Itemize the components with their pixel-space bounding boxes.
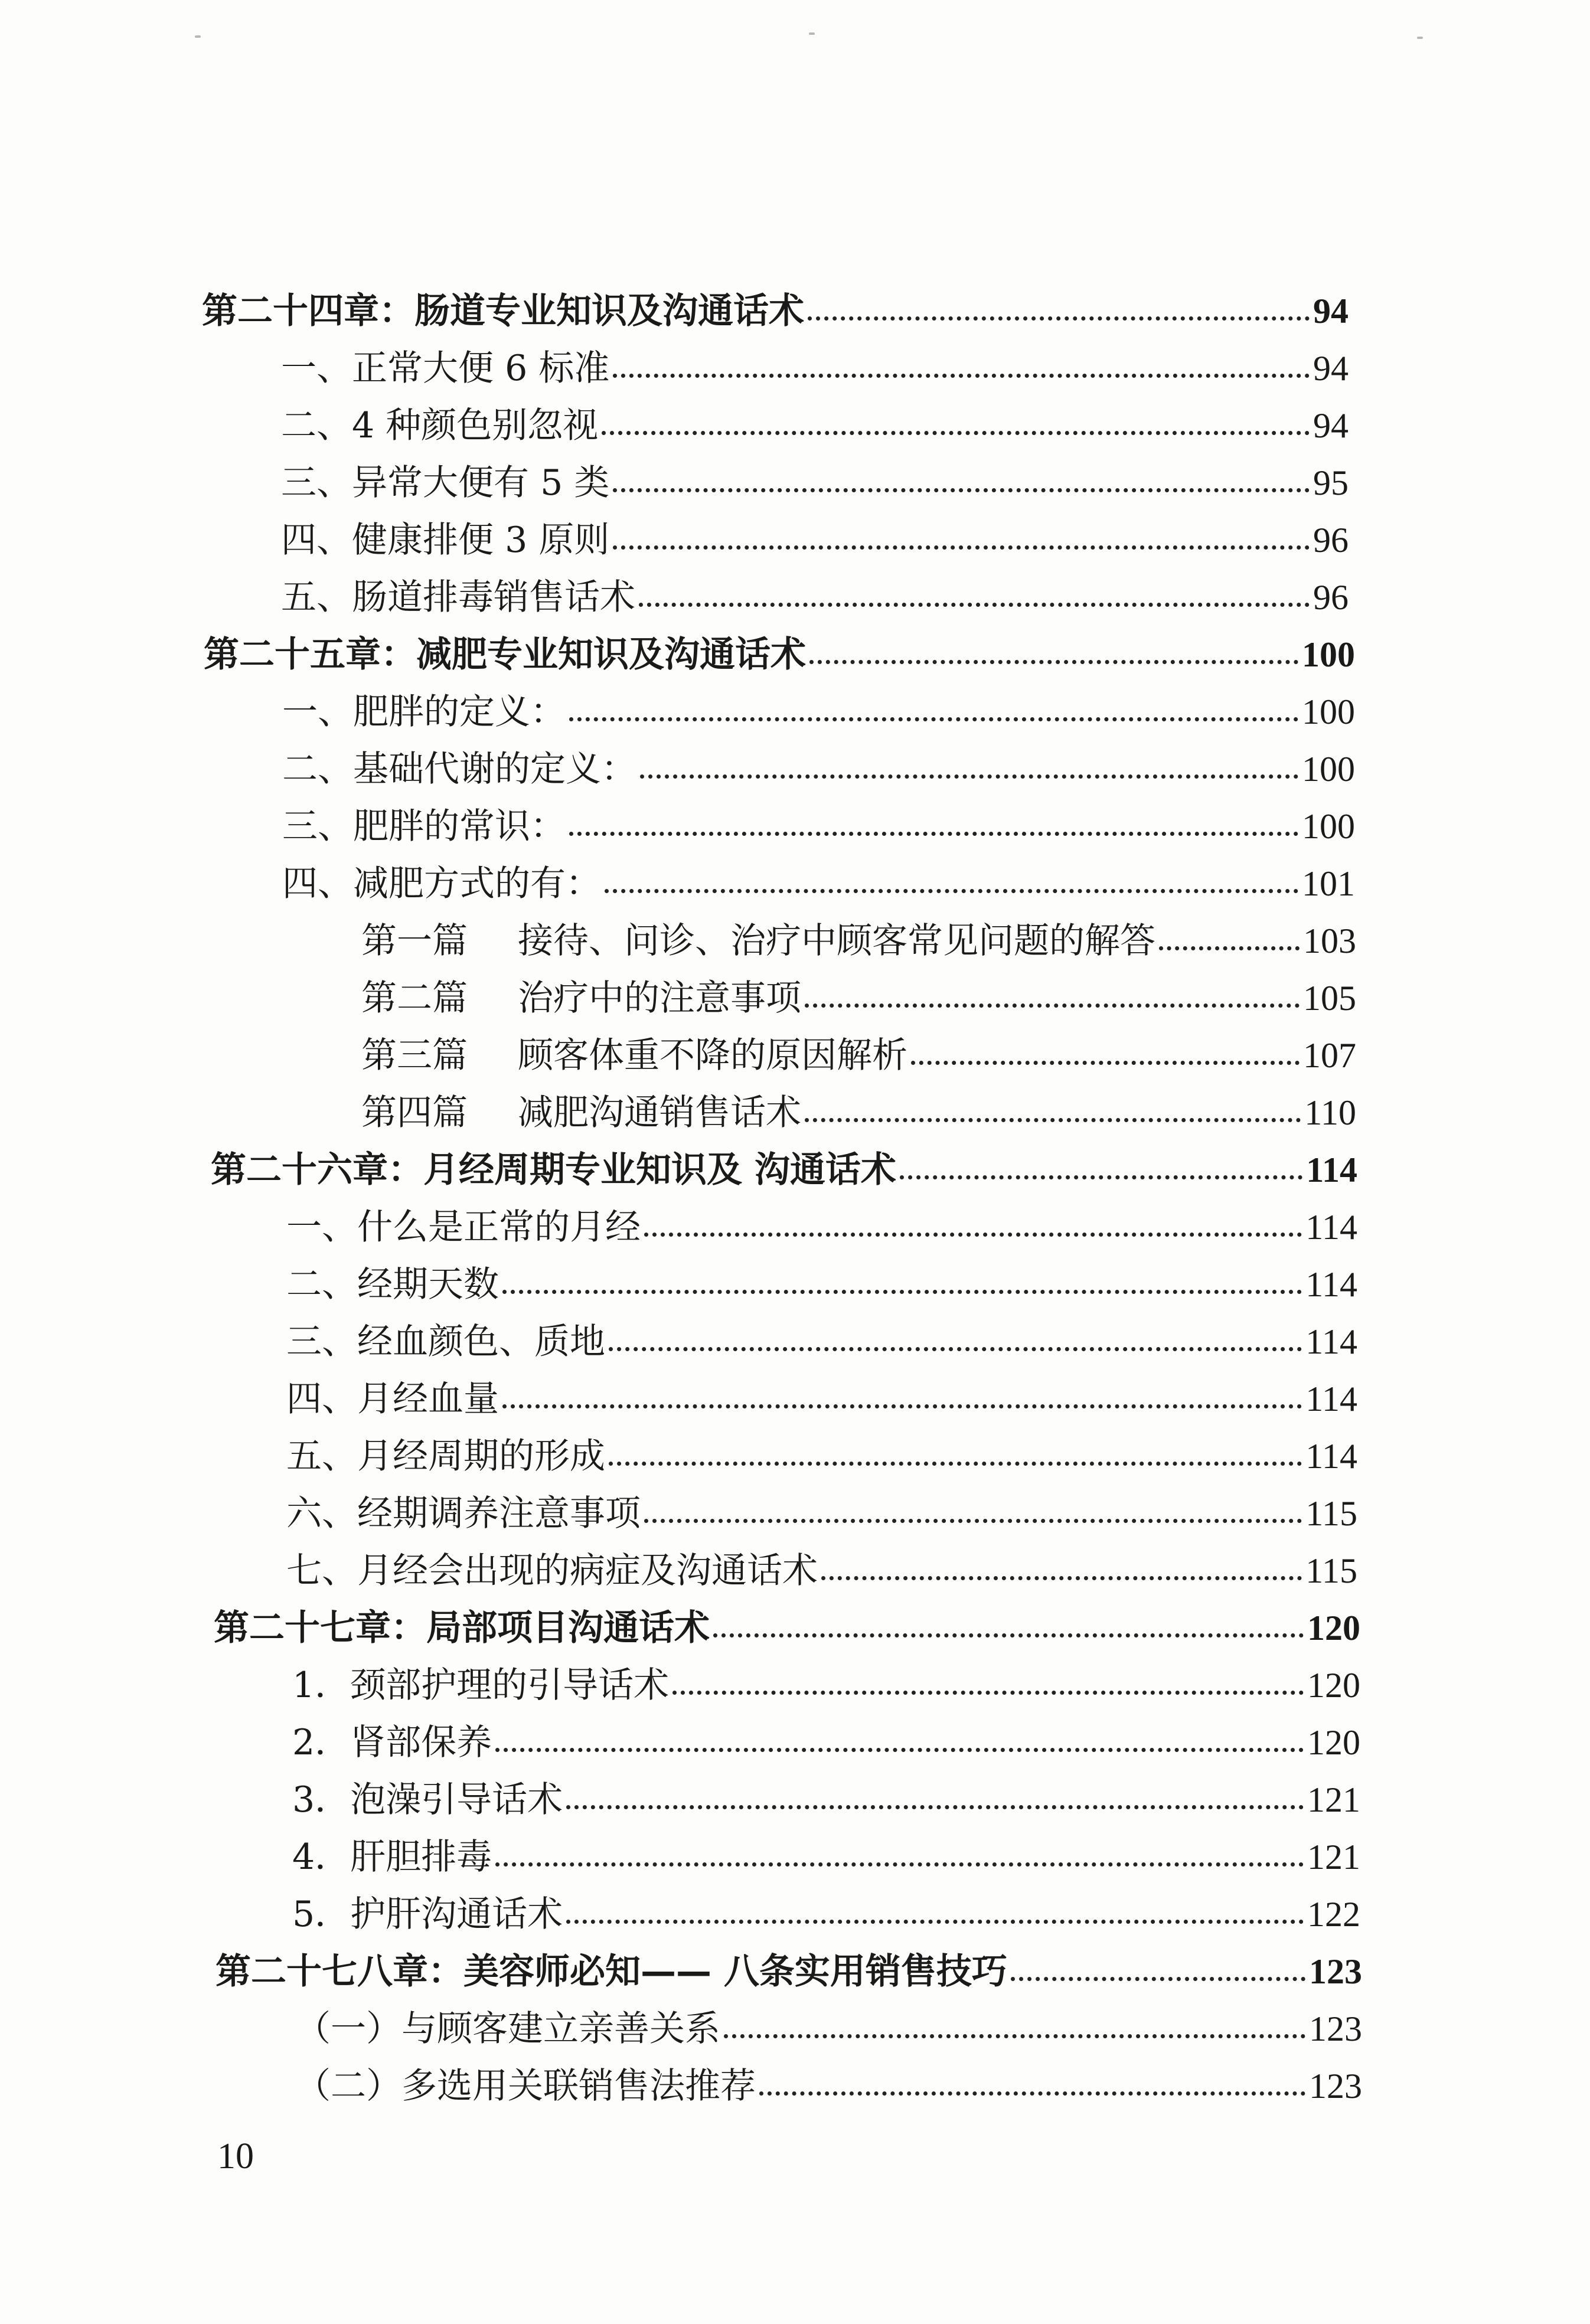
- entry-page: 120: [1307, 1723, 1360, 1762]
- dot-leader: [609, 1347, 1302, 1351]
- dot-leader: [640, 774, 1298, 779]
- entry-label: 第四篇: [361, 1092, 468, 1133]
- toc-entry-section: [282, 691, 1355, 733]
- entry-title: 一、什么是正常的月经: [286, 1207, 641, 1248]
- dot-leader: [502, 1404, 1302, 1408]
- entry-title: 二、经期天数: [286, 1264, 499, 1305]
- entry-title: 第二十七章：局部项目沟通话术: [214, 1607, 710, 1649]
- toc-entry-section: [295, 2065, 1362, 2107]
- entry-label: 第二篇: [361, 978, 468, 1019]
- entry-title: 四、月经血量: [286, 1378, 499, 1420]
- entry-title: 七、月经会出现的病症及沟通话术: [286, 1550, 818, 1591]
- toc-entry-section: [282, 863, 1355, 904]
- dot-leader: [1159, 946, 1300, 950]
- entry-title: 顾客体重不降的原因解析: [518, 1035, 907, 1076]
- toc-entry-section: [281, 462, 1349, 504]
- dot-leader: [759, 2091, 1305, 2096]
- dot-leader: [602, 431, 1310, 435]
- entry-page: 103: [1303, 921, 1356, 960]
- toc-entry-subsection: [361, 978, 1356, 1019]
- dot-leader: [566, 1805, 1304, 1809]
- entry-title: 五、月经周期的形成: [286, 1436, 605, 1477]
- dot-leader: [569, 832, 1298, 836]
- toc-entry-chapter: [216, 1951, 1362, 1992]
- entry-title: 六、经期调养注意事项: [286, 1493, 641, 1534]
- scan-speck: [195, 35, 201, 38]
- entry-title: 第二十五章：减肥专业知识及沟通话术: [204, 634, 806, 675]
- dot-leader: [502, 1290, 1302, 1294]
- entry-title: 二、基础代谢的定义：: [282, 748, 636, 790]
- toc-entry-section: [286, 1207, 1357, 1248]
- entry-title: 第二十四章：肠道专业知识及沟通话术: [202, 290, 804, 332]
- toc-entry-chapter: [211, 1149, 1357, 1191]
- dot-leader: [724, 2034, 1305, 2038]
- entry-page: 114: [1306, 1150, 1357, 1189]
- entry-page: 100: [1302, 635, 1355, 674]
- entry-page: 114: [1305, 1437, 1357, 1476]
- dot-leader: [613, 488, 1310, 492]
- entry-title: 一、肥胖的定义：: [282, 691, 566, 733]
- toc-entry-section: [286, 1378, 1357, 1420]
- dot-leader: [1011, 1977, 1305, 1981]
- dot-leader: [805, 1118, 1301, 1122]
- toc-entry-section: [281, 405, 1349, 446]
- dot-leader: [805, 1004, 1300, 1008]
- entry-title: 1．颈部护理的引导话术: [292, 1665, 670, 1706]
- dot-leader: [569, 717, 1298, 721]
- toc-entry-section: [286, 1436, 1357, 1477]
- dot-leader: [911, 1061, 1300, 1065]
- entry-title: 三、肥胖的常识：: [282, 806, 566, 847]
- entry-page: 94: [1313, 406, 1349, 445]
- entry-page: 96: [1313, 578, 1349, 617]
- scan-speck: [809, 32, 815, 35]
- entry-title: 三、异常大便有 5 类: [281, 462, 610, 504]
- toc-entry-subsection: [361, 920, 1356, 962]
- entry-title: 五、肠道排毒销售话术: [281, 577, 635, 618]
- entry-title: 第二十七八章：美容师必知—— 八条实用销售技巧: [216, 1951, 1007, 1992]
- toc-entry-section: [282, 806, 1355, 847]
- entry-title: 一、正常大便 6 标准: [281, 348, 610, 389]
- entry-title: 4．肝胆排毒: [292, 1836, 492, 1878]
- toc-entry-section: [286, 1264, 1357, 1305]
- toc-entry-chapter: [204, 634, 1355, 675]
- entry-title: 第二十六章：月经周期专业知识及 沟通话术: [211, 1149, 896, 1191]
- dot-leader: [605, 889, 1298, 893]
- entry-page: 96: [1313, 521, 1349, 560]
- dot-leader: [713, 1633, 1304, 1637]
- entry-title: 治疗中的注意事项: [518, 978, 801, 1019]
- entry-title: 四、健康排便 3 原则: [281, 519, 610, 561]
- dot-leader: [639, 603, 1310, 607]
- entry-page: 114: [1305, 1380, 1357, 1418]
- entry-page: 100: [1302, 807, 1355, 846]
- entry-page: 123: [1309, 1952, 1362, 1991]
- toc-entry-section: [292, 1779, 1360, 1820]
- toc-entry-section: [281, 348, 1349, 389]
- toc-entry-section: [292, 1665, 1360, 1706]
- entry-title: 5．护肝沟通话术: [292, 1894, 563, 1935]
- toc-entry-section: [282, 748, 1355, 790]
- entry-page: 114: [1305, 1265, 1357, 1304]
- entry-page: 100: [1302, 692, 1355, 731]
- toc-entry-section: [281, 519, 1349, 561]
- entry-page: 110: [1304, 1093, 1356, 1132]
- entry-page: 94: [1313, 349, 1349, 388]
- entry-title: 减肥沟通销售话术: [518, 1092, 801, 1133]
- page-number: 10: [217, 2136, 254, 2176]
- dot-leader: [613, 545, 1310, 550]
- entry-title: 二、4 种颜色别忽视: [281, 405, 599, 446]
- entry-page: 107: [1303, 1036, 1356, 1075]
- entry-page: 120: [1307, 1609, 1360, 1648]
- dot-leader: [609, 1462, 1302, 1466]
- dot-leader: [808, 316, 1310, 321]
- toc-entry-section: [286, 1550, 1357, 1591]
- toc-entry-subsection: [361, 1092, 1356, 1133]
- entry-page: 100: [1302, 750, 1355, 789]
- entry-page: 105: [1303, 979, 1356, 1018]
- entry-label: 第一篇: [361, 920, 468, 962]
- entry-page: 115: [1305, 1494, 1357, 1533]
- entry-page: 121: [1307, 1838, 1360, 1877]
- entry-page: 101: [1302, 864, 1355, 903]
- toc-entry-section: [281, 577, 1349, 618]
- entry-page: 95: [1313, 463, 1349, 502]
- toc-entry-section: [292, 1836, 1360, 1878]
- entry-page: 115: [1305, 1551, 1357, 1590]
- entry-title: （一）与顾客建立亲善关系: [295, 2008, 720, 2050]
- toc-entry-section: [295, 2008, 1362, 2050]
- entry-page: 94: [1313, 292, 1349, 331]
- entry-title: 接待、问诊、治疗中顾客常见问题的解答: [518, 920, 1155, 962]
- entry-title: 3．泡澡引导话术: [292, 1779, 563, 1820]
- dot-leader: [644, 1519, 1302, 1523]
- entry-page: 123: [1309, 2009, 1362, 2048]
- toc-entry-subsection: [361, 1035, 1356, 1076]
- toc-entry-section: [292, 1722, 1360, 1763]
- scan-speck: [1417, 37, 1423, 39]
- dot-leader: [495, 1862, 1304, 1867]
- toc-entry-section: [286, 1493, 1357, 1534]
- entry-label: 第三篇: [361, 1035, 468, 1076]
- entry-page: 123: [1309, 2067, 1362, 2106]
- entry-title: 三、经血颜色、质地: [286, 1321, 605, 1362]
- toc-entry-section: [292, 1894, 1360, 1935]
- entry-page: 122: [1307, 1895, 1360, 1934]
- entry-title: 四、减肥方式的有：: [282, 863, 601, 904]
- toc-entry-chapter: [214, 1607, 1360, 1649]
- toc-entry-chapter: [202, 290, 1349, 332]
- toc-entry-section: [286, 1321, 1357, 1362]
- entry-page: 121: [1307, 1780, 1360, 1819]
- dot-leader: [613, 374, 1310, 378]
- entry-page: 114: [1305, 1322, 1357, 1361]
- dot-leader: [495, 1748, 1304, 1752]
- dot-leader: [566, 1920, 1304, 1924]
- dot-leader: [809, 660, 1298, 664]
- entry-page: 120: [1307, 1666, 1360, 1705]
- entry-title: （二）多选用关联销售法推荐: [295, 2065, 756, 2107]
- dot-leader: [644, 1233, 1302, 1237]
- dot-leader: [672, 1691, 1304, 1695]
- entry-title: 2．肾部保养: [292, 1722, 492, 1763]
- entry-page: 114: [1305, 1208, 1357, 1247]
- dot-leader: [900, 1175, 1302, 1179]
- dot-leader: [821, 1576, 1302, 1580]
